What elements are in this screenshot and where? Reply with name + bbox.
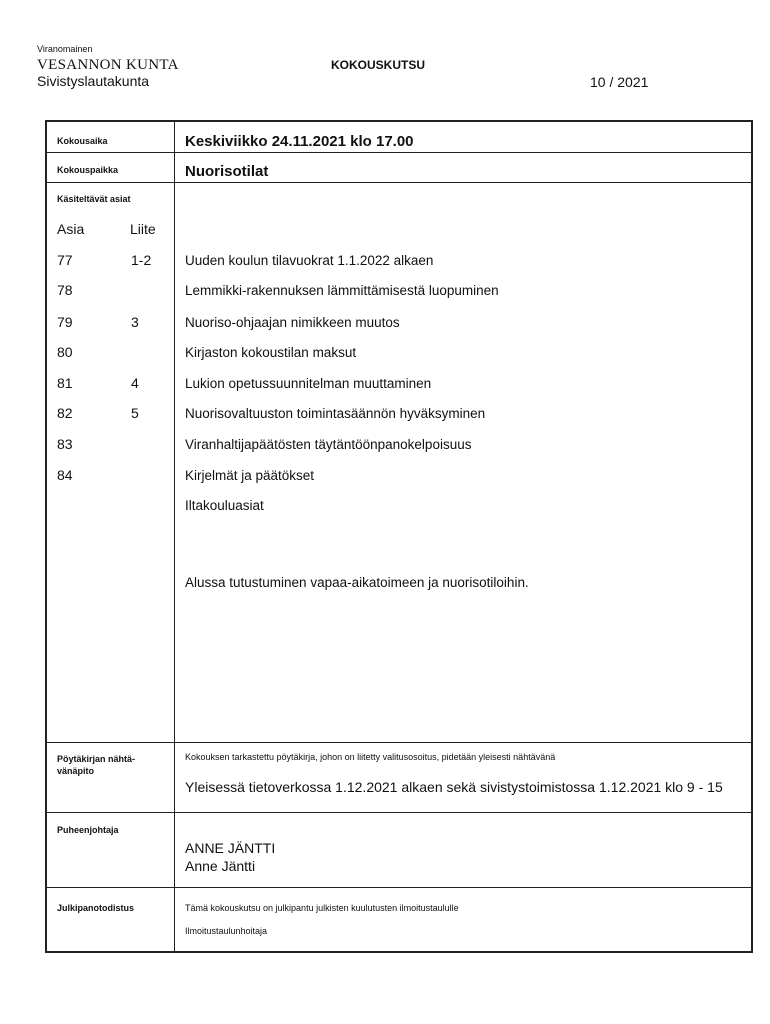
matter-number: 83 — [57, 436, 73, 452]
matter-number: 81 — [57, 375, 73, 391]
publication-text: Tämä kokouskutsu on julkipantu julkisten kuulutusten ilmoitustaululle — [185, 903, 459, 913]
agenda-item-title: Kirjaston kokoustilan maksut — [185, 345, 357, 360]
agenda-item-title: Lemmikki-rakennuksen lämmittämisestä luopuminen — [185, 283, 499, 298]
agenda-label: Käsiteltävät asiat — [57, 194, 131, 204]
agenda-item-title: Viranhaltijapäätösten täytäntöönpanokelpoisuus — [185, 437, 472, 452]
minutes-label: Pöytäkirjan nähtä-vänäpito — [57, 754, 136, 776]
attachment-number: 3 — [131, 314, 139, 330]
bulletin-keeper: Ilmoitustaulunhoitaja — [185, 926, 268, 936]
agenda-item-title: Uuden koulun tilavuokrat 1.1.2022 alkaen — [185, 253, 434, 268]
document-number: 10 / 2021 — [590, 74, 649, 90]
chair-name-upper: ANNE JÄNTTI — [185, 840, 276, 856]
chair-name: Anne Jäntti — [185, 858, 256, 874]
matter-number: 79 — [57, 314, 73, 330]
column-divider — [174, 122, 175, 951]
evening-school-item: Iltakouluasiat — [185, 498, 264, 513]
meeting-time-label: Kokousaika — [57, 136, 108, 146]
agenda-item-title: Kirjelmät ja päätökset — [185, 468, 315, 483]
meeting-place-label: Kokouspaikka — [57, 165, 119, 175]
authority-label: Viranomainen — [37, 44, 93, 54]
attachment-number: 1-2 — [131, 252, 152, 268]
agenda-item-title: Nuorisovaltuuston toimintasäännön hyväksyminen — [185, 406, 486, 421]
meeting-place-value: Nuorisotilat — [185, 163, 269, 180]
matter-number: 77 — [57, 252, 73, 268]
agenda-item-title: Lukion opetussuunnitelman muuttaminen — [185, 376, 432, 391]
matter-number: 80 — [57, 344, 73, 360]
organization-name: VESANNON KUNTA — [37, 57, 179, 73]
row-divider — [47, 812, 751, 813]
row-divider — [47, 152, 751, 153]
row-divider — [47, 887, 751, 888]
matter-number: 84 — [57, 467, 73, 483]
minutes-note: Kokouksen tarkastettu pöytäkirja, johon on liitetty valitusosoitus, pidetään yleisesti nähtävänä — [185, 752, 556, 762]
minutes-availability: Yleisessä tietoverkossa 1.12.2021 alkaen sekä sivistystoimistossa 1.12.2021 klo 9 - 15 — [185, 779, 723, 795]
document-title: KOKOUSKUTSU — [331, 58, 426, 72]
attachment-number: 4 — [131, 375, 139, 391]
publication-label: Julkipanotodistus — [57, 903, 135, 913]
meeting-table — [45, 120, 753, 953]
row-divider — [47, 742, 751, 743]
attachment-number: 5 — [131, 405, 139, 421]
matter-number: 82 — [57, 405, 73, 421]
row-divider — [47, 182, 751, 183]
chair-label: Puheenjohtaja — [57, 825, 119, 835]
meeting-time-value: Keskiviikko 24.11.2021 klo 17.00 — [185, 133, 414, 150]
matter-number: 78 — [57, 282, 73, 298]
matter-column-header: Asia — [57, 221, 85, 237]
attachment-column-header: Liite — [130, 221, 156, 237]
intro-note: Alussa tutustuminen vapaa-aikatoimeen ja nuorisotiloihin. — [185, 575, 529, 590]
department-name: Sivistyslautakunta — [37, 73, 150, 89]
agenda-item-title: Nuoriso-ohjaajan nimikkeen muutos — [185, 315, 400, 330]
